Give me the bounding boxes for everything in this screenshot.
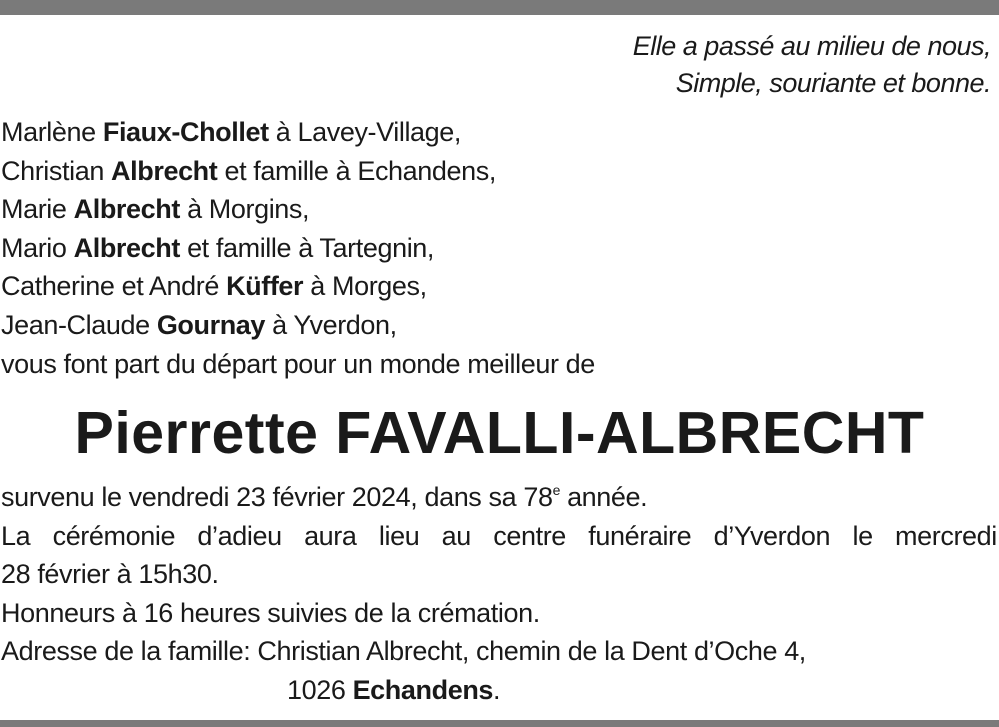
- ceremony-line: [1, 517, 997, 556]
- family-first-name: Mario: [1, 232, 67, 263]
- family-first-name: Marlène: [1, 117, 96, 147]
- ceremony-word: La: [1, 520, 31, 551]
- family-last-name: Gournay: [156, 309, 266, 340]
- family-last-name: Küffer: [226, 271, 304, 302]
- ceremony-word: lieu: [378, 520, 420, 551]
- poem-line: Elle a passé au milieu de nous,: [632, 31, 991, 61]
- notice-details: [1, 478, 997, 710]
- epitaph-poem: [633, 28, 991, 102]
- family-line: [1, 229, 595, 268]
- deceased-name: Pierrette FAVALLI-ALBRECHT: [74, 400, 925, 466]
- death-date-text: survenu le vendredi 23 février 2024, dans sa 78: [1, 482, 553, 512]
- ceremony-word: le: [852, 520, 873, 551]
- announcement-line: vous font part du départ pour un monde meilleur de: [1, 348, 595, 379]
- family-location: à Lavey-Village,: [275, 117, 462, 147]
- family-location: à Morges,: [310, 271, 427, 302]
- ceremony-word: au: [441, 520, 471, 551]
- address-end: .: [493, 674, 501, 705]
- family-line: [1, 267, 595, 306]
- family-location: à Morgins,: [187, 194, 310, 225]
- family-last-name: Fiaux-Chollet: [102, 117, 269, 147]
- top-rule: [0, 0, 999, 15]
- ceremony-word: mercredi: [895, 520, 997, 551]
- family-first-name: Catherine et André: [1, 271, 219, 302]
- family-line: [1, 152, 595, 191]
- honours-line: Honneurs à 16 heures suivies de la crémation.: [1, 597, 540, 628]
- family-location: et famille à Echandens,: [224, 155, 496, 186]
- ceremony-word: d’adieu: [197, 520, 282, 551]
- family-first-name: Christian: [1, 155, 104, 186]
- ceremony-word: aura: [304, 520, 357, 551]
- address-zip: 1026: [287, 674, 346, 705]
- family-first-name: Jean-Claude: [1, 309, 150, 340]
- family-last-name: Albrecht: [73, 232, 180, 263]
- death-date-end: année.: [567, 482, 648, 512]
- family-list: [1, 113, 595, 383]
- family-last-name: Albrecht: [111, 155, 218, 186]
- family-location: à Yverdon,: [272, 309, 397, 340]
- address-city-line: [1, 671, 997, 710]
- ceremony-word: d’Yverdon: [713, 520, 831, 551]
- ceremony-word: funéraire: [588, 520, 692, 551]
- address-line: Adresse de la famille: Christian Albrecht, chemin de la Dent d’Oche 4,: [1, 636, 806, 667]
- ordinal-suffix: e: [552, 482, 560, 498]
- family-line: [1, 306, 595, 345]
- death-date-line: [1, 478, 997, 517]
- ceremony-date-line: 28 février à 15h30.: [1, 559, 219, 590]
- family-line: [1, 190, 595, 229]
- family-line: [1, 113, 595, 152]
- address-city: Echandens: [352, 674, 494, 705]
- ceremony-word: cérémonie: [52, 520, 176, 551]
- family-location: et famille à Tartegnin,: [187, 232, 435, 263]
- family-last-name: Albrecht: [73, 194, 180, 225]
- family-first-name: Marie: [1, 194, 67, 225]
- poem-line: Simple, souriante et bonne.: [675, 68, 991, 98]
- ceremony-word: centre: [493, 520, 566, 551]
- bottom-rule: [0, 720, 999, 727]
